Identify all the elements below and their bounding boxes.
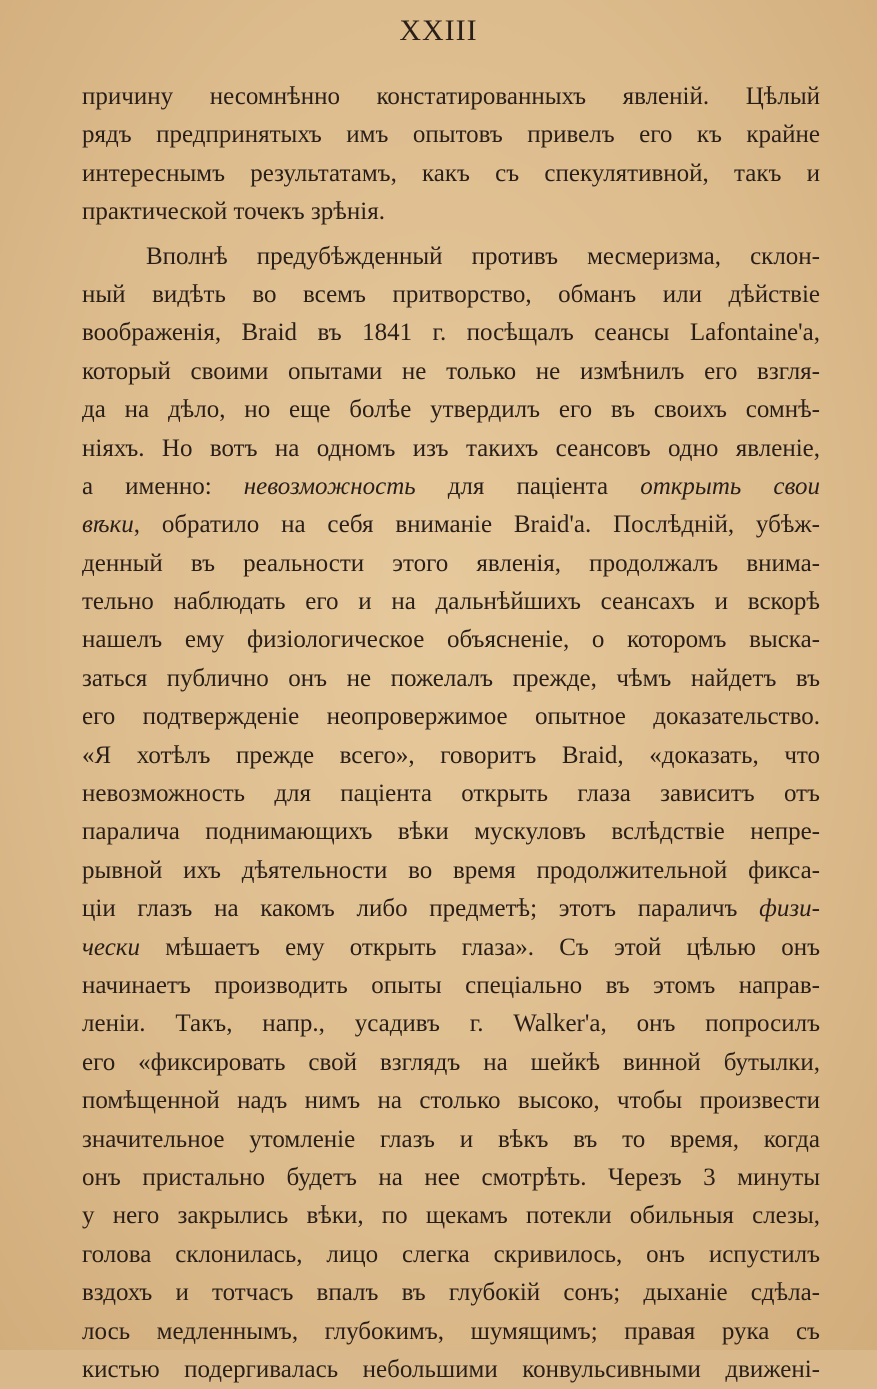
text-line bbox=[82, 890, 820, 928]
text-line: кистью подергивалась небольшими конвульсивными движені- bbox=[82, 1355, 820, 1383]
text-line: причину несомнѣнно констатированныхъ явленій. Цѣлый bbox=[82, 83, 820, 110]
text-line: помѣщенной надъ нимъ на столько высоко, чтобы произвести bbox=[82, 1087, 820, 1115]
text-line: интереснымъ результатамъ, какъ съ спекулятивной, такъ и bbox=[82, 159, 820, 187]
text-line: ніяхъ. Но вотъ на одномъ изъ такихъ сеансовъ одно явленіе, bbox=[82, 434, 820, 462]
text-line: Вполнѣ предубѣжденный противъ месмеризма, склон- bbox=[146, 242, 820, 270]
text-line: онъ пристально будетъ на нее смотрѣть. Черезъ 3 минуты bbox=[82, 1163, 820, 1191]
text-line: воображенія, Braid въ 1841 г. посѣщалъ сеансы Lafontaine'а, bbox=[82, 319, 820, 347]
text-line: практической точекъ зрѣнія. bbox=[82, 198, 385, 226]
text-line: его «фиксировать свой взглядъ на шейкѣ винной бутылки, bbox=[82, 1048, 820, 1076]
text-line: у него закрылись вѣки, по щекамъ потекли обильныя слезы, bbox=[82, 1202, 820, 1230]
text-line: ный видѣть во всемъ притворство, обманъ или дѣйствіе bbox=[82, 280, 820, 308]
text-line: да на дѣло, но еще болѣе утвердилъ его въ своихъ сомнѣ- bbox=[82, 396, 820, 424]
italic-run: физи- bbox=[759, 895, 820, 923]
text-run: а именно: bbox=[82, 472, 244, 500]
italic-run: вѣки bbox=[82, 511, 134, 539]
text-line: лось медленнымъ, глубокимъ, шумящимъ; правая рука съ bbox=[82, 1317, 820, 1345]
text-line: тельно наблюдать его и на дальнѣйшихъ сеансахъ и вскорѣ bbox=[82, 588, 820, 616]
text-run: , обратило на себя вниманіе Braid'а. Послѣдній, убѣж- bbox=[133, 511, 820, 539]
text-run: ціи глазъ на какомъ либо предметѣ; этотъ параличъ bbox=[82, 895, 760, 923]
italic-run: чески bbox=[82, 933, 140, 961]
text-line: значительное утомленіе глазъ и вѣкъ въ то время, когда bbox=[82, 1125, 820, 1153]
text-line: нашелъ ему физіологическое объясненіе, о которомъ выска- bbox=[82, 626, 820, 654]
text-run: для пацiента bbox=[415, 472, 641, 500]
text-line: голова склонилась, лицо слегка скривилось, онъ испустилъ bbox=[82, 1240, 820, 1268]
text-line bbox=[82, 929, 820, 967]
text-line: невозможность для пацiента открыть глаза зависитъ отъ bbox=[82, 780, 820, 808]
text-line: начинаетъ производить опыты спеціально въ этомъ направ- bbox=[82, 971, 820, 999]
italic-run: открыть свои bbox=[640, 472, 820, 500]
text-line: денный въ реальности этого явленія, продолжалъ внима- bbox=[82, 549, 820, 577]
italic-run: невозможность bbox=[243, 472, 416, 500]
text-line: заться публично онъ не пожелалъ прежде, чѣмъ найдетъ въ bbox=[82, 664, 820, 692]
text-line: рывной ихъ дѣятельности во время продолжительной фикса- bbox=[82, 856, 820, 884]
text-line: леніи. Такъ, напр., усадивъ г. Walker'а, онъ попросилъ bbox=[82, 1010, 820, 1038]
body-text bbox=[82, 78, 820, 1389]
text-line: «Я хотѣлъ прежде всего», говоритъ Braid, «доказать, что bbox=[82, 741, 820, 769]
text-line: рядъ предпринятыхъ имъ опытовъ привелъ его къ крайне bbox=[82, 121, 820, 149]
text-run: мѣшаетъ ему открыть глаза». Съ этой цѣлью онъ bbox=[139, 933, 820, 961]
text-line bbox=[82, 468, 820, 506]
text-line: вздохъ и тотчасъ впалъ въ глубокій сонъ; дыханіе сдѣла- bbox=[82, 1279, 820, 1307]
text-line: его подтвержденіе неопровержимое опытное доказательство. bbox=[82, 703, 820, 731]
text-line: паралича поднимающихъ вѣки мускуловъ вслѣдствіе непре- bbox=[82, 818, 820, 846]
page-number: XXIII bbox=[399, 14, 478, 47]
text-line: который своими опытами не только не измѣнилъ его взгля- bbox=[82, 357, 820, 385]
text-line bbox=[82, 506, 820, 544]
